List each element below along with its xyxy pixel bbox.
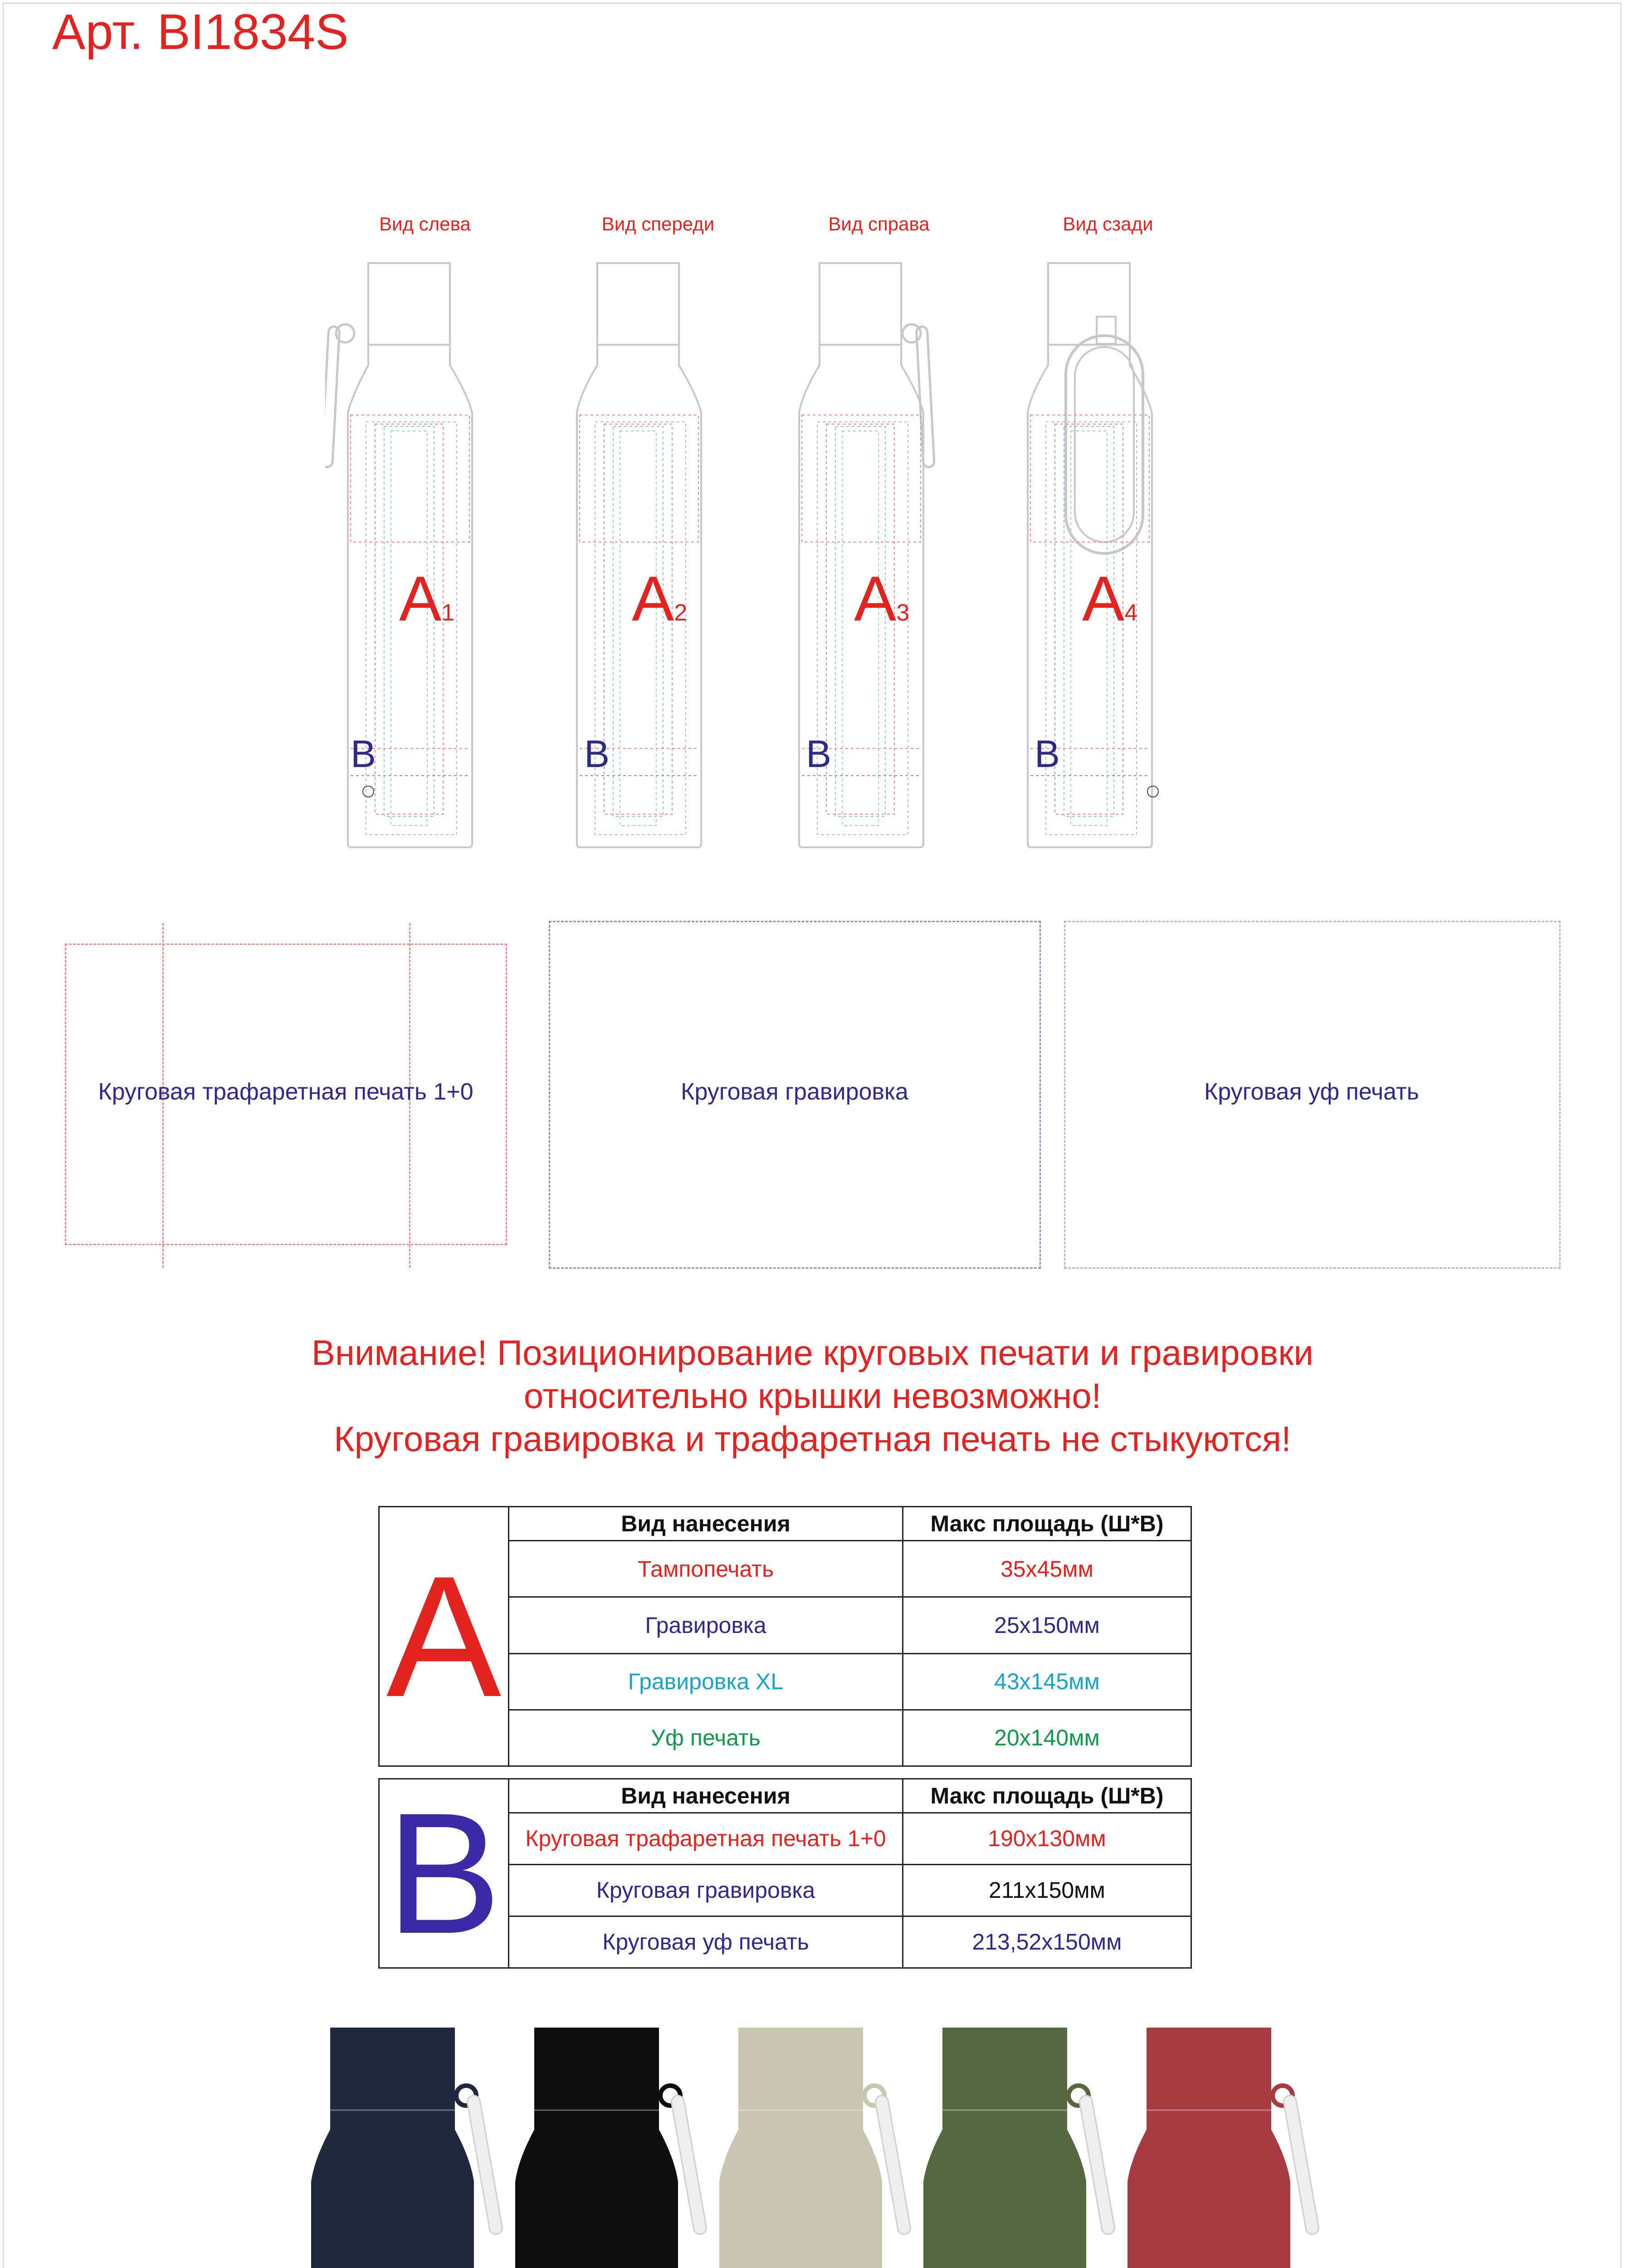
zone-a1: A1 [399,563,455,634]
table-header-method: Вид нанесения [509,1507,903,1541]
area-cell: 20x140мм [903,1710,1191,1766]
color-variant-beige [719,2028,912,2268]
view-label: Вид сзади [1063,213,1153,235]
method-cell: Гравировка XL [509,1653,903,1710]
method-cell: Гравировка [509,1597,903,1653]
area-cell: 43x145мм [903,1653,1191,1710]
view-label: Вид слева [379,213,471,235]
color-variants [0,2023,1625,2268]
method-cell: Уф печать [509,1710,903,1766]
area-cell: 211x150мм [903,1864,1191,1916]
area-cell: 35x45мм [903,1541,1191,1597]
color-variant-red [1127,2028,1320,2268]
zone-a3: A3 [854,563,910,634]
color-variant-navy [311,2028,503,2268]
zone-b: B [584,733,610,775]
method-cell: Круговая гравировка [509,1864,903,1916]
view-label: Вид справа [828,213,930,235]
warning-text [0,1331,1625,1461]
area-cell: 213,52x150мм [903,1916,1191,1968]
table-header-area: Макс площадь (Ш*В) [903,1779,1191,1813]
method-cell: Тампопечать [509,1541,903,1597]
table-header-method: Вид нанесения [509,1779,903,1813]
area-cell: 25x150мм [903,1597,1191,1653]
table-a-letter: A [379,1507,509,1766]
warning-line: Круговая гравировка и трафаретная печать не стыкуются! [334,1419,1291,1459]
zone-b: B [806,733,832,775]
table-b-letter: B [379,1779,509,1968]
method-cell: Круговая уф печать [509,1916,903,1968]
warning-line: Внимание! Позиционирование круговых печати и гравировки [311,1333,1314,1373]
area-label: Круговая гравировка [681,1079,908,1105]
color-variant-green [923,2028,1116,2268]
view-label: Вид спереди [601,213,715,235]
zone-a4: A4 [1082,563,1138,634]
area-label: Круговая трафаретная печать 1+0 [98,1079,473,1105]
table-header-area: Макс площадь (Ш*В) [903,1507,1191,1541]
warning-line: относительно крышки невозможно! [523,1376,1102,1416]
color-variant-black [515,2028,708,2268]
area-cell: 190x130мм [903,1813,1191,1865]
zone-a2: A2 [632,563,688,634]
table-a [378,1506,1192,1767]
zone-b: B [351,733,376,775]
area-label: Круговая уф печать [1204,1079,1419,1105]
zone-b: B [1035,733,1060,775]
method-cell: Круговая трафаретная печать 1+0 [509,1813,903,1865]
table-b [378,1778,1192,1969]
article-title: Арт. BI1834S [52,4,349,60]
